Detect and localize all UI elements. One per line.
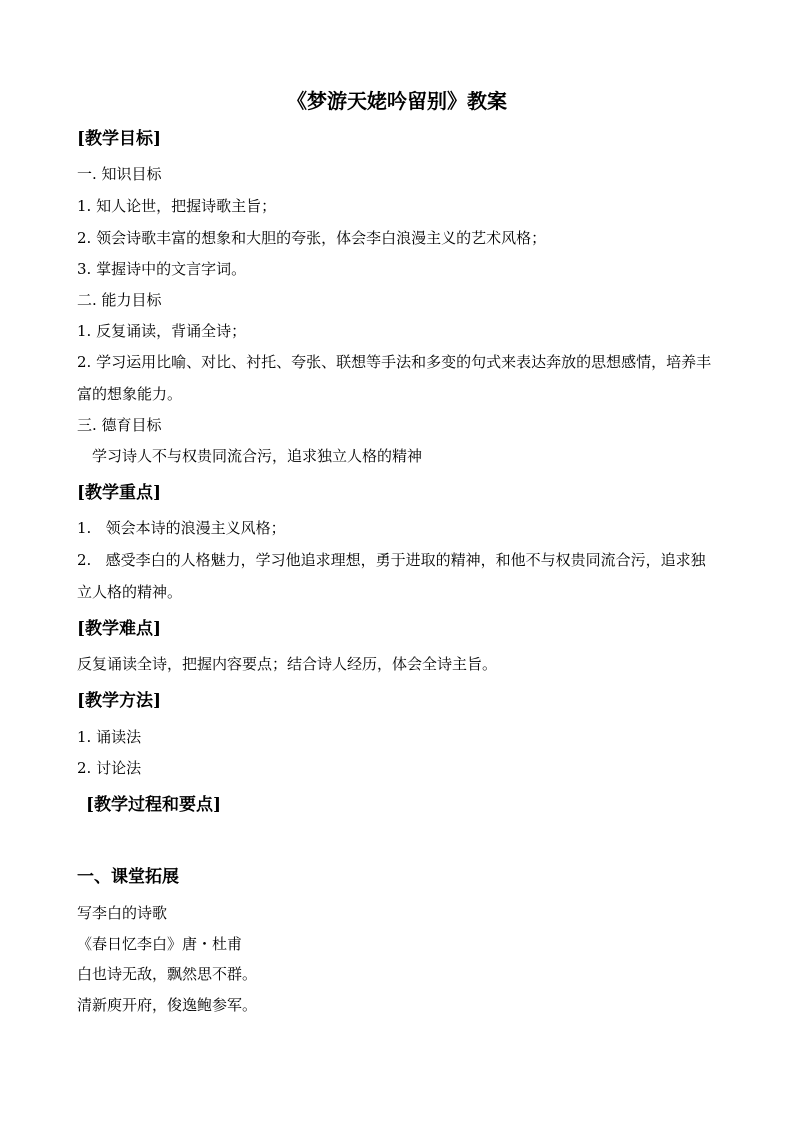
document-title: 《梦游天姥吟留别》教案 bbox=[287, 89, 507, 113]
difficulties-heading: [教学难点] bbox=[77, 619, 162, 639]
difficulties-text: 反复诵读全诗，把握内容要点；结合诗人经历，体会全诗主旨。 bbox=[77, 655, 498, 673]
extension-heading: 一、课堂拓展 bbox=[77, 867, 179, 887]
key-point-item-2: 2. 感受李白的人格魅力，学习他追求理想，勇于进取的精神，和他不与权贵同流合污，追求独立人格的精神。 bbox=[77, 551, 706, 601]
method-item-1: 1. 诵读法 bbox=[77, 728, 142, 746]
knowledge-item-3: 3. 掌握诗中的文言字词。 bbox=[77, 260, 247, 278]
knowledge-goal-label: 一. 知识目标 bbox=[77, 165, 162, 183]
moral-goal-label: 三. 德育目标 bbox=[77, 416, 162, 434]
ability-item-2: 2. 学习运用比喻、对比、衬托、夸张、联想等手法和多变的句式来表达奔放的思想感情，培养丰富的想象能力。 bbox=[77, 353, 712, 403]
extension-line-1: 写李白的诗歌 bbox=[77, 904, 168, 922]
process-heading: [教学过程和要点] bbox=[86, 795, 222, 815]
ability-item-1: 1. 反复诵读，背诵全诗； bbox=[77, 322, 247, 340]
ability-goal-label: 二. 能力目标 bbox=[77, 291, 162, 309]
objectives-heading: [教学目标] bbox=[77, 129, 162, 149]
poem-line-1: 白也诗无敌，飘然思不群。 bbox=[77, 965, 258, 983]
key-points-heading: [教学重点] bbox=[77, 483, 162, 503]
poem-title-line: 《春日忆李白》唐・杜甫 bbox=[77, 935, 243, 953]
key-point-item-1: 1. 领会本诗的浪漫主义风格； bbox=[77, 519, 286, 537]
knowledge-item-1: 1. 知人论世，把握诗歌主旨； bbox=[77, 197, 277, 215]
poem-line-2: 清新庾开府，俊逸鲍参军。 bbox=[77, 996, 258, 1014]
methods-heading: [教学方法] bbox=[77, 691, 162, 711]
moral-goal-text: 学习诗人不与权贵同流合污，追求独立人格的精神 bbox=[92, 447, 423, 465]
knowledge-item-2: 2. 领会诗歌丰富的想象和大胆的夸张，体会李白浪漫主义的艺术风格； bbox=[77, 229, 547, 247]
method-item-2: 2. 讨论法 bbox=[77, 759, 142, 777]
